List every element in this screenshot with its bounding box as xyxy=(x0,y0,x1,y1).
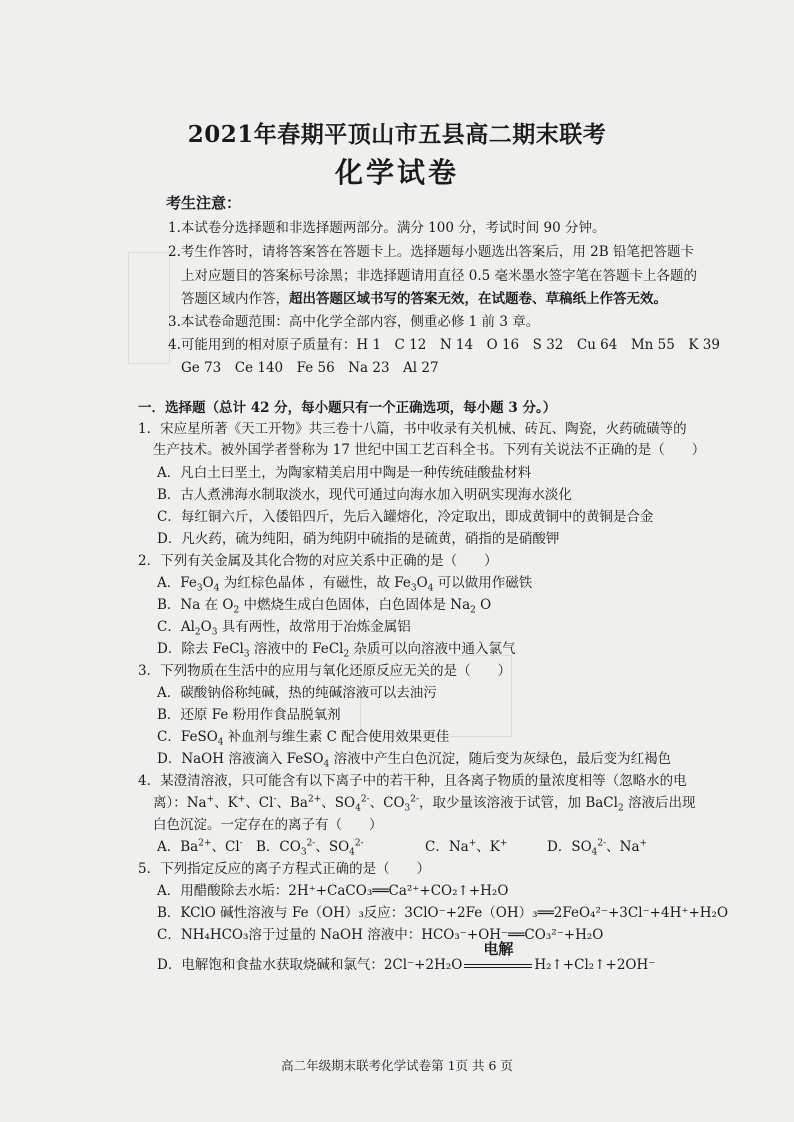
q4-stem: 4．某澄清溶液，只可能含有以下离子中的若干种，且各离子物质的量浓度相等（忽略水的电 xyxy=(138,773,687,789)
sub: 2 xyxy=(617,803,624,814)
sup: 2- xyxy=(306,838,316,849)
sup: + xyxy=(468,838,477,849)
q4-option-b xyxy=(256,838,364,856)
text: D．电解饱和食盐水获取烧碱和氯气：2Cl⁻+2H₂O xyxy=(157,957,463,973)
q3-option-b: B．还原 Fe 粉用作食品脱氧剂 xyxy=(157,707,341,723)
text: C．FeSO xyxy=(157,729,218,745)
text: 、SO xyxy=(315,839,350,855)
text: B．Na 在 O xyxy=(157,597,234,613)
text: 可以做用作磁铁 xyxy=(433,575,533,591)
q1-option-c: C．每红铜六斤，入倭铅四斤，先后入罐熔化，冷定取出，即成黄铜中的黄铜是合金 xyxy=(157,509,654,525)
text: 、Na xyxy=(606,839,640,855)
text: 具有两性，故常用于冶炼金属铝 xyxy=(217,619,411,635)
text: 杂质可以向溶液中通入氯气 xyxy=(349,641,516,657)
q3-option-d xyxy=(157,750,671,768)
sub: 4 xyxy=(349,847,355,858)
sub: 4 xyxy=(591,847,598,858)
sup: - xyxy=(273,794,277,805)
text: 、K xyxy=(476,839,500,855)
q4-option-d xyxy=(547,838,647,856)
sup: 2- xyxy=(597,838,607,849)
text: D．SO xyxy=(547,839,592,855)
text: 溶液中产生白色沉淀，随后变为灰绿色，最后变为红褐色 xyxy=(329,751,672,767)
sub: 4 xyxy=(355,803,361,814)
notice-item-4-cont: Ge 73 Ce 140 Fe 56 Na 23 Al 27 xyxy=(181,360,439,376)
q2-option-b xyxy=(157,596,491,614)
text: O xyxy=(202,575,214,591)
text: 、SO xyxy=(321,795,356,811)
q5-stem: 5．下列指定反应的离子方程式正确的是（ ） xyxy=(138,861,431,877)
q2-stem: 2．下列有关金属及其化合物的对应关系中正确的是（ ） xyxy=(138,553,498,569)
sub: 2 xyxy=(194,627,201,638)
text: 补血剂与维生素 C 配合使用效果更佳 xyxy=(223,729,450,745)
q5-option-d xyxy=(157,940,656,974)
q1-option-d: D．凡火药，硫为纯阳，硝为纯阴中硫指的是硫黄，硝指的是硝酸钾 xyxy=(157,531,560,547)
sub: 2 xyxy=(233,605,240,616)
sub: 3 xyxy=(243,649,250,660)
text: 、Ba xyxy=(276,795,308,811)
text: 、K xyxy=(214,795,238,811)
notice-item-4: 4.可能用到的相对原子质量有：H 1 C 12 N 14 O 16 S 32 Cu 64 Mn 55 K 39 xyxy=(168,337,720,353)
bleed-through-grid xyxy=(128,252,170,364)
q4-stem-ions xyxy=(153,794,696,812)
q4-option-a xyxy=(157,838,243,856)
q3-stem: 3．下列物质在生活中的应用与氧化还原反应无关的是（ ） xyxy=(138,663,512,679)
notice-plain: 答题区域内作答， xyxy=(181,291,289,307)
section-heading: 一．选择题（总计 42 分，每小题只有一个正确选项，每小题 3 分。） xyxy=(138,400,557,416)
text: 溶液后出现 xyxy=(623,795,696,811)
notice-item-2-cont2 xyxy=(181,290,667,308)
notice-item-3: 3.本试卷命题范围：高中化学全部内容，侧重必修 1 前 3 章。 xyxy=(168,314,540,330)
q2-option-c xyxy=(157,618,411,636)
text: 、Cl xyxy=(245,795,274,811)
q1-option-a: A．凡白土曰垩土，为陶家精美启用中陶是一种传统硅酸盐材料 xyxy=(157,465,532,481)
q4-stem-cont: 白色沉淀。一定存在的离子有（ ） xyxy=(153,817,383,833)
q4-option-c xyxy=(425,838,507,856)
text: A．Ba xyxy=(157,839,199,855)
text: O xyxy=(416,575,428,591)
text: H₂↑+Cl₂↑+2OH⁻ xyxy=(534,957,656,973)
text: ，取少量该溶液于试管，加 BaCl xyxy=(419,795,618,811)
exam-title: 2021年春期平顶山市五县高二期末联考 xyxy=(187,121,607,148)
text: C．Na xyxy=(425,839,469,855)
sup: + xyxy=(639,838,648,849)
text: 离）：Na xyxy=(153,795,207,811)
text: D．NaOH 溶液滴入 FeSO xyxy=(157,751,324,767)
text: O xyxy=(200,619,212,635)
sup: 2- xyxy=(410,794,420,805)
q5-option-c: C．NH₄HCO₃溶于过量的 NaOH 溶液中：HCO₃⁻+OH⁻══CO₃²⁻+H₂O xyxy=(157,927,604,943)
exam-subtitle: 化学试卷 xyxy=(334,156,459,189)
text: 、CO xyxy=(369,795,405,811)
q1-option-b: B．古人煮沸海水制取淡水，现代可通过向海水加入明矾实现海水淡化 xyxy=(157,487,572,503)
sub: 2 xyxy=(470,605,476,616)
text: A．Fe xyxy=(157,575,197,591)
sub: 4 xyxy=(323,759,330,770)
sub: 3 xyxy=(211,627,218,638)
sub: 3 xyxy=(410,583,417,594)
notice-item-2-cont: 上对应题目的答案标号涂黑；非选择题请用直径 0.5 毫米墨水签字笔在答题卡上各题的 xyxy=(181,268,698,284)
sub: 3 xyxy=(196,583,203,594)
electrolysis-label: 电解 xyxy=(483,940,514,958)
q2-option-d xyxy=(157,640,516,658)
sup: - xyxy=(239,838,243,849)
text: 中燃烧生成白色固体，白色固体是 Na xyxy=(239,597,471,613)
q5-option-a: A．用醋酸除去水垢：2H⁺+CaCO₃══Ca²⁺+CO₂↑+H₂O xyxy=(157,883,509,899)
notice-bold: 超出答题区域书写的答案无效，在试题卷、草稿纸上作答无效。 xyxy=(289,291,667,307)
q1-stem: 1．宋应星所著《天工开物》共三卷十八篇，书中收录有关机械、砖瓦、陶瓷，火药硫磺等的 xyxy=(138,421,687,437)
notice-item-2: 2.考生作答时，请将答案答在答题卡上。选择题每小题选出答案后，用 2B 铅笔把答题卡 xyxy=(168,244,694,260)
text: C．Al xyxy=(157,619,195,635)
text: 、Cl xyxy=(211,839,240,855)
text: 溶液中的 FeCl xyxy=(249,641,344,657)
notice-heading: 考生注意： xyxy=(166,194,242,212)
text: B．CO xyxy=(256,839,301,855)
sub: 4 xyxy=(217,737,224,748)
sup: + xyxy=(499,838,508,849)
text: O xyxy=(475,597,492,613)
equals-sign xyxy=(464,964,532,968)
page-footer: 高二年级期末联考化学试卷第 1页 共 6 页 xyxy=(281,1058,513,1073)
sub: 3 xyxy=(300,847,307,858)
sup: 2- xyxy=(360,794,370,805)
sup: + xyxy=(237,794,246,805)
q3-option-a: A．碳酸钠俗称纯碱，热的纯碱溶液可以去油污 xyxy=(157,685,437,701)
sup: 2- xyxy=(354,838,364,849)
q1-stem-cont: 生产技术。被外国学者誉称为 17 世纪中国工艺百科全书。下列有关说法不正确的是（ ） xyxy=(153,442,706,458)
text: 为红棕色晶体 ，有磁性，故 Fe xyxy=(219,575,411,591)
sup: 2+ xyxy=(198,838,212,849)
sub: 4 xyxy=(427,583,434,594)
q5-option-b: B．KClO 碱性溶液与 Fe（OH）₃反应：3ClO⁻+2Fe（OH）₃══2FeO₄²⁻+3Cl⁻+4H⁺+H₂O xyxy=(157,905,729,921)
electrolysis-arrow xyxy=(462,940,534,974)
notice-item-1: 1.本试卷分选择题和非选择题两部分。满分 100 分，考试时间 90 分钟。 xyxy=(168,220,606,236)
sub: 3 xyxy=(404,803,411,814)
q3-option-c xyxy=(157,728,449,746)
sup: + xyxy=(206,794,215,805)
text: D．除去 FeCl xyxy=(157,641,244,657)
q2-option-a xyxy=(157,574,532,592)
sup: 2+ xyxy=(308,794,322,805)
sub: 4 xyxy=(213,583,220,594)
sub: 2 xyxy=(343,649,350,660)
